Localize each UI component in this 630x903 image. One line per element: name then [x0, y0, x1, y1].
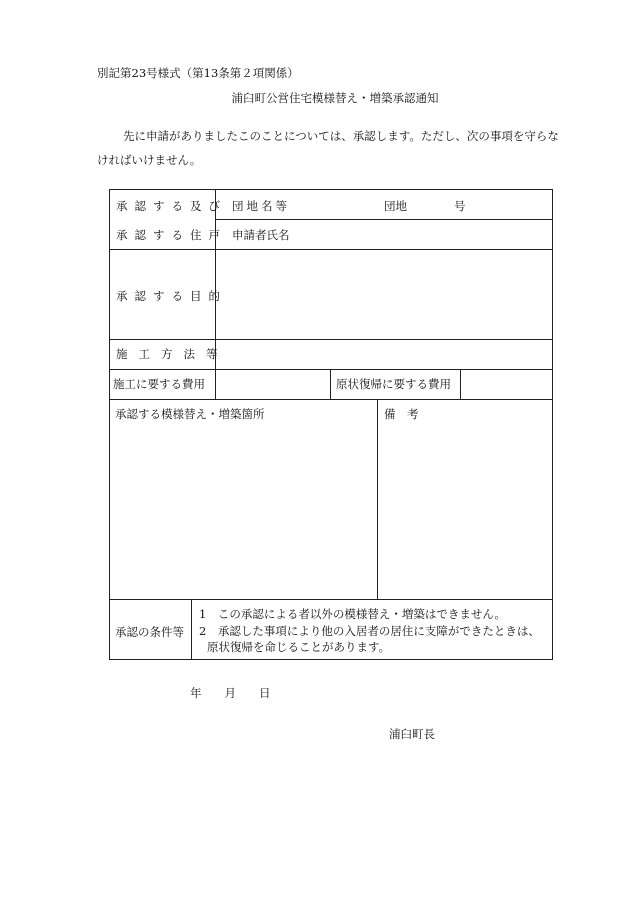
rule-method-top	[109, 339, 552, 340]
condition-2-line-2: 原状復帰を命じることがあります。	[207, 640, 391, 654]
danchi-label: 団地	[384, 199, 407, 213]
location-label: 承認する模様替え・増築箇所	[115, 407, 265, 421]
condition-2-line-1: 2 承認した事項により他の入居者の居住に支障ができたときは、	[199, 624, 540, 638]
conditions-label: 承認の条件等	[115, 625, 184, 639]
rule-purpose-top	[109, 249, 552, 250]
rule-remarks-column	[377, 399, 378, 600]
date-line: 年 月 日	[190, 686, 271, 700]
approve-dwelling-label: 承認する住戸	[116, 228, 227, 242]
rule-applicant-top	[215, 219, 552, 220]
form-number: 別記第23号様式（第13条第２項関係）	[97, 66, 299, 80]
remarks-label: 備 考	[384, 407, 419, 421]
table-border-right	[552, 189, 553, 660]
rule-cost-mid-left	[330, 369, 331, 400]
danchi-name-label: 団地名等	[232, 199, 290, 213]
rule-conditions-column	[191, 599, 192, 660]
restoration-cost-label: 原状復帰に要する費用	[336, 377, 451, 391]
intro-text-line-2: ければいけません。	[97, 153, 202, 167]
purpose-label: 承認する目的	[116, 289, 227, 303]
table-border-left	[109, 189, 110, 660]
table-border-bottom	[109, 659, 553, 660]
intro-text-line-1: 先に申請がありましたこのことについては、承認します。ただし、次の事項を守らな	[123, 129, 559, 143]
approve-and-label: 承認する及び	[116, 199, 227, 213]
condition-1: 1 この承認による者以外の模様替え・増築はできません。	[199, 607, 507, 621]
go-label: 号	[454, 199, 466, 213]
rule-cost-mid-right	[460, 369, 461, 400]
signer-title: 浦臼町長	[389, 727, 435, 741]
table-border-top	[109, 189, 553, 190]
applicant-name-label: 申請者氏名	[232, 228, 290, 242]
construction-cost-label: 施工に要する費用	[113, 377, 205, 391]
method-label: 施工方法等	[116, 347, 229, 361]
document-title: 浦臼町公営住宅模様替え・増築承認通知	[231, 91, 439, 105]
rule-conditions-top	[109, 599, 552, 600]
